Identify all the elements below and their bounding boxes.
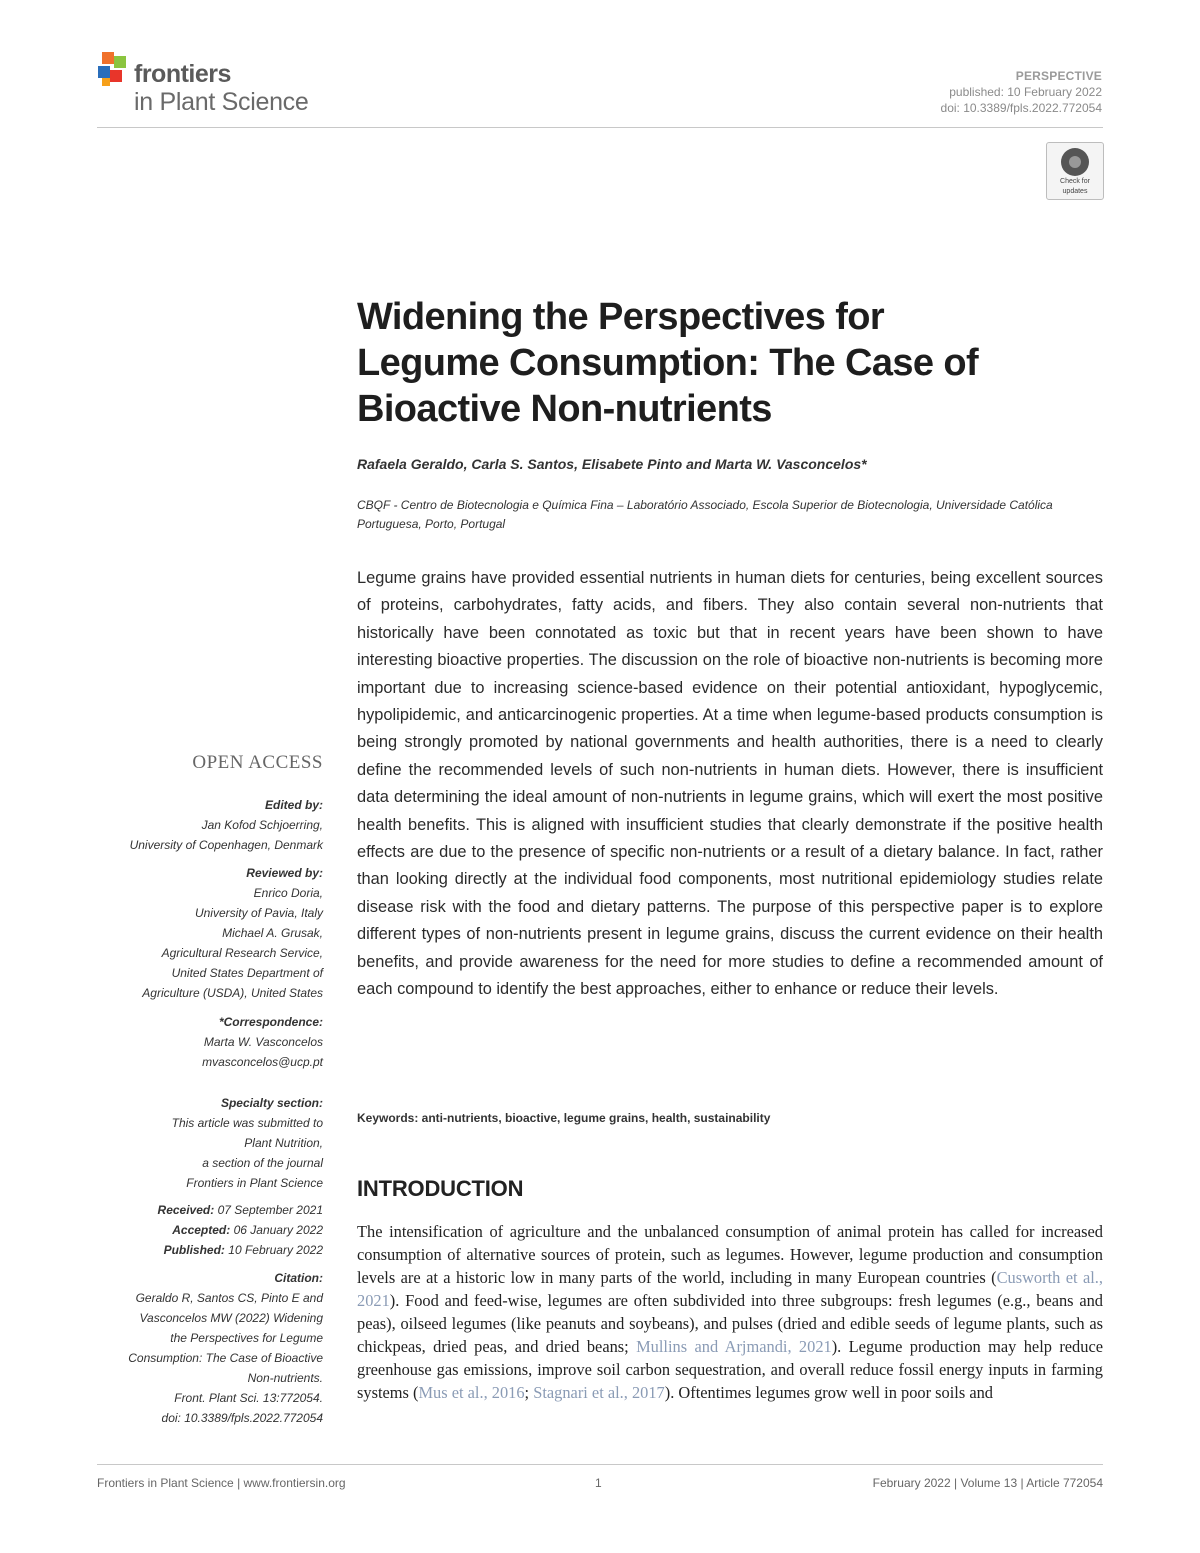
sidebar-reviewed — [83, 863, 323, 1003]
intro-text: ; — [524, 1383, 534, 1402]
sidebar-dates — [83, 1200, 323, 1260]
reviewer-line: Agricultural Research Service, — [161, 946, 323, 960]
abstract: Legume grains have provided essential nutrients in human diets for centuries, being excellent sources of proteins, carbohydrates, fatty acids, and fibers. They also contain several non-nutrients that historically have been connotated as toxic but that in recent years have been shown to have interesting bioactive properties. The discussion on the role of bioactive non-nutrients is becoming more important due to increasing science-based evidence on their potential antioxidant, hypoglycemic, hypolipidemic, and anticarcinogenic properties. At a time when legume-based products consumption is being strongly promoted by national governments and health authorities, there is a need to clearly define the recommended levels of such non-nutrients in human diets. However, there is insufficient data determining the ideal amount of non-nutrients in legume grains, which will exert the most positive health benefits. This is aligned with insufficient studies that clearly demonstrate if the positive health effects are due to the presence of specific non-nutrients or a result of a dietary balance. In fact, rather than looking directly at the individual food components, most nutritional epidemiology studies relate disease risk with the food and dietary patterns. The purpose of this perspective paper is to explore different types of non-nutrients present in legume grains, discuss the current evidence on their health benefits, and provide awareness for the need for more studies to define a recommended amount of each compound to identify the best approaches, either to enhance or reduce their levels. — [357, 569, 1103, 999]
accepted-value: 06 January 2022 — [233, 1223, 323, 1237]
intro-text: The intensification of agriculture and the unbalanced consumption of animal protein has called for increased consumption of alternative sources of protein, such as legumes. However, legume production and consumption levels are at a historic low in many parts of the world, including in many European countries ( — [357, 1222, 1103, 1287]
citation-line: the Perspectives for Legume — [170, 1331, 323, 1345]
citation-line: Geraldo R, Santos CS, Pinto E and — [135, 1291, 323, 1305]
editor-line: Jan Kofod Schjoerring, — [201, 818, 323, 832]
title-line: Bioactive Non-nutrients — [357, 388, 772, 430]
sidebar-correspondence — [83, 1012, 323, 1072]
sidebar-citation — [83, 1268, 323, 1428]
check-badge-label1: Check for — [1060, 178, 1090, 185]
citation-link[interactable]: Stagnari et al., 2017 — [533, 1383, 665, 1402]
introduction-body — [357, 1220, 1103, 1404]
footer-volume: February 2022 | Volume 13 | Article 772054 — [872, 1476, 1103, 1490]
specialty-line: This article was submitted to — [171, 1116, 323, 1130]
citation-heading: Citation: — [274, 1271, 323, 1285]
check-for-updates-badge[interactable] — [1046, 142, 1104, 200]
check-badge-label2: updates — [1062, 188, 1088, 195]
footer-divider — [97, 1464, 1103, 1465]
citation-line: Front. Plant Sci. 13:772054. — [174, 1391, 323, 1405]
reviewed-by-heading: Reviewed by: — [246, 866, 323, 880]
published-heading: Published: — [163, 1243, 225, 1257]
footer-journal[interactable]: Frontiers in Plant Science | www.frontiersin.org — [97, 1476, 346, 1490]
intro-text: ). Food and feed-wise, legumes are often subdivided into three subgroups: fresh legumes (e.g., beans and peas), oilseed legumes (like peanuts and soybeans), and pulses (dried and edible seeds of legume plants, such as chickpeas, dried peas, and dried beans; — [357, 1291, 1103, 1356]
header-divider — [97, 127, 1103, 128]
doi[interactable]: doi: 10.3389/fpls.2022.772054 — [940, 101, 1102, 115]
journal-name-line1: frontiers — [134, 60, 231, 88]
article-type: PERSPECTIVE — [1015, 69, 1102, 83]
citation-link[interactable]: Mus et al., 2016 — [418, 1383, 525, 1402]
citation-line[interactable]: doi: 10.3389/fpls.2022.772054 — [161, 1411, 323, 1425]
journal-name-line2: in Plant Science — [134, 88, 309, 116]
reviewer-line: Michael A. Grusak, — [222, 926, 323, 940]
reviewer-line: Enrico Doria, — [253, 886, 323, 900]
citation-link[interactable]: Cusworth et al., 2021 — [357, 1268, 1104, 1310]
open-access-label: OPEN ACCESS — [192, 752, 323, 773]
editor-line: University of Copenhagen, Denmark — [129, 838, 323, 852]
specialty-line: Frontiers in Plant Science — [186, 1176, 323, 1190]
frontiers-logo-icon — [96, 50, 132, 90]
reviewer-line: United States Department of — [171, 966, 323, 980]
title-line: Legume Consumption: The Case of — [357, 342, 979, 384]
received-value: 07 September 2021 — [217, 1203, 323, 1217]
specialty-heading: Specialty section: — [220, 1096, 323, 1110]
sidebar-edited — [83, 795, 323, 855]
article-meta — [941, 68, 1102, 116]
intro-text: ). Oftentimes legumes grow well in poor soils and — [664, 1383, 993, 1402]
published-value: 10 February 2022 — [228, 1243, 323, 1257]
published-date: published: 10 February 2022 — [949, 85, 1102, 99]
correspondence-name: Marta W. Vasconcelos — [203, 1035, 323, 1049]
citation-line: Non-nutrients. — [247, 1371, 323, 1385]
sidebar-specialty — [83, 1093, 323, 1193]
journal-logo — [96, 50, 336, 120]
page-number: 1 — [595, 1476, 602, 1490]
specialty-line: Plant Nutrition, — [244, 1136, 323, 1150]
citation-line: Consumption: The Case of Bioactive — [128, 1351, 323, 1365]
title-line: Widening the Perspectives for — [357, 296, 885, 338]
accepted-date — [83, 1220, 323, 1240]
reviewer-line: University of Pavia, Italy — [194, 906, 323, 920]
affiliation: CBQF - Centro de Biotecnologia e Química Fina – Laboratório Associado, Escola Superior de Biotecnologia, Universidade Católica Portuguesa, Porto, Portugal — [357, 498, 1053, 531]
check-updates-icon — [1061, 148, 1089, 176]
edited-by-heading: Edited by: — [264, 798, 323, 812]
reviewer-line: Agriculture (USDA), United States — [142, 986, 323, 1000]
keywords: Keywords: anti-nutrients, bioactive, legume grains, health, sustainability — [357, 1111, 771, 1125]
accepted-heading: Accepted: — [172, 1223, 231, 1237]
article-title — [357, 294, 1103, 432]
published-sidebar-date — [83, 1240, 323, 1260]
section-heading-introduction: INTRODUCTION — [357, 1176, 524, 1201]
citation-link[interactable]: Mullins and Arjmandi, 2021 — [636, 1337, 832, 1356]
received-date — [83, 1200, 323, 1220]
authors: Rafaela Geraldo, Carla S. Santos, Elisabete Pinto and Marta W. Vasconcelos* — [357, 456, 867, 472]
correspondence-email[interactable]: mvasconcelos@ucp.pt — [202, 1055, 323, 1069]
citation-line: Vasconcelos MW (2022) Widening — [139, 1311, 323, 1325]
intro-text: ). Legume production may help reduce greenhouse gas emissions, improve soil carbon sequestration, and overall reduce fossil energy inputs in farming systems ( — [357, 1337, 1103, 1402]
correspondence-heading: *Correspondence: — [218, 1015, 323, 1029]
received-heading: Received: — [157, 1203, 215, 1217]
specialty-line: a section of the journal — [202, 1156, 323, 1170]
